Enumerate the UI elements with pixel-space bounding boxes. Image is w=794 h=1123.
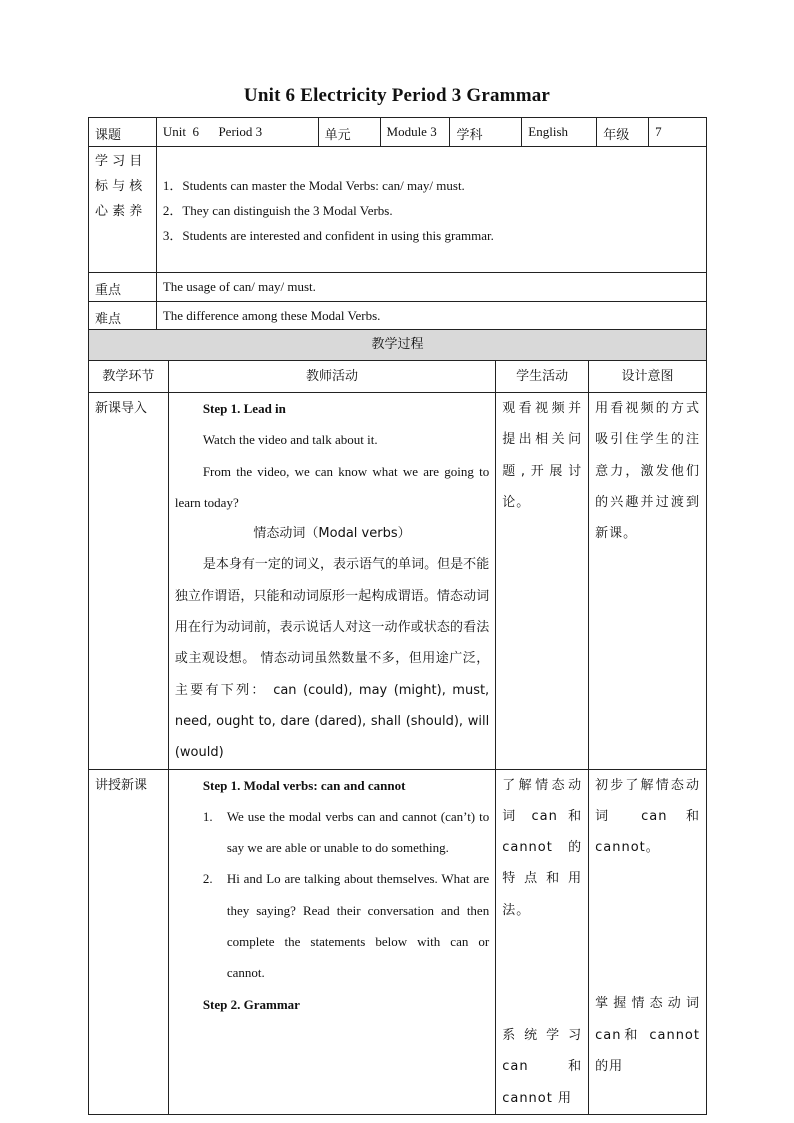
grade-value: 7 bbox=[649, 118, 707, 147]
process-band: 教学过程 bbox=[89, 330, 707, 361]
document-title: Unit 6 Electricity Period 3 Grammar bbox=[243, 85, 551, 106]
step-heading: Step 2. Grammar bbox=[202, 996, 300, 1012]
paragraph: From the video, we can know what we are going to learn today? bbox=[174, 463, 490, 510]
unit-value: Module 3 bbox=[380, 118, 450, 147]
stage-lead-in: 新课导入 bbox=[89, 393, 169, 770]
header-teacher: 教师活动 bbox=[168, 361, 495, 393]
intent-1: 初步了解情态动词 can 和 cannot。 bbox=[595, 777, 700, 856]
key-point-value: The usage of can/ may/ must. bbox=[156, 273, 706, 302]
teacher-new-lesson bbox=[168, 769, 495, 1114]
list-item bbox=[175, 863, 489, 988]
paragraph: Watch the video and talk about it. bbox=[202, 432, 378, 448]
goal-item: 1．Students can master the Modal Verbs: can/ may/ must. bbox=[162, 178, 465, 193]
paragraph: 是本身有一定的词义，表示语气的单词。但是不能独立作谓语，只能和动词原形一起构成谓语。情态动词用在行为动词前，表示说话人对这一动作或状态的看法或主观设想。 情态动词虽然数量不多，但用途广泛，主要有下列： can (could), may (might), must, need, ought to, dare (dared), shall (should), will (would) bbox=[174, 557, 490, 761]
topic-value: Unit 6 Period 3 bbox=[156, 118, 318, 147]
goals-list bbox=[156, 147, 706, 273]
lead-in-row bbox=[89, 393, 707, 770]
info-row bbox=[89, 118, 707, 147]
grade-label: 年级 bbox=[597, 118, 649, 147]
list-text: Hi and Lo are talking about themselves. What are they saying? Read their conversation and then complete the statements below with can or cannot. bbox=[226, 871, 490, 981]
section-subtitle: 情态动词（Modal verbs） bbox=[253, 526, 411, 542]
difficulty-label: 难点 bbox=[89, 302, 157, 331]
teaching-process-table bbox=[88, 329, 707, 1115]
step-heading: Step 1. Modal verbs: can and cannot bbox=[202, 777, 406, 793]
new-lesson-row bbox=[89, 769, 707, 1114]
goal-item: 2．They can distinguish the 3 Modal Verbs. bbox=[162, 203, 393, 218]
header-student: 学生活动 bbox=[496, 361, 589, 393]
unit-label: 单元 bbox=[318, 118, 380, 147]
goal-item: 3．Students are interested and confident in using this grammar. bbox=[162, 228, 494, 243]
teacher-lead-in bbox=[168, 393, 495, 770]
stage-new-lesson: 讲授新课 bbox=[89, 769, 169, 1114]
student-activity-1: 了解情态动词 can 和 cannot 的特点和用法。 bbox=[502, 777, 583, 918]
header-row bbox=[89, 361, 707, 393]
student-new-lesson bbox=[496, 769, 589, 1114]
student-activity-2: 系统学习 can 和 cannot 用 bbox=[502, 1028, 583, 1106]
difficulty-value: The difference among these Modal Verbs. bbox=[156, 302, 706, 331]
goals-label: 学 习 目 标 与 核 心 素 养 bbox=[89, 147, 157, 273]
goals-row bbox=[89, 147, 707, 273]
header-intent: 设计意图 bbox=[589, 361, 707, 393]
subject-value: English bbox=[522, 118, 597, 147]
difficulty-row bbox=[89, 302, 707, 331]
list-number: 1. bbox=[202, 808, 213, 824]
key-point-row bbox=[89, 273, 707, 302]
topic-label: 课题 bbox=[89, 118, 157, 147]
subject-label: 学科 bbox=[450, 118, 522, 147]
list-item bbox=[175, 801, 489, 864]
header-stage: 教学环节 bbox=[89, 361, 169, 393]
intent-new-lesson bbox=[589, 769, 707, 1114]
intent-2: 掌握情态动词 can和 cannot的用 bbox=[595, 996, 700, 1075]
lesson-info-table bbox=[88, 117, 707, 331]
process-band-row bbox=[89, 330, 707, 361]
list-number: 2. bbox=[202, 871, 213, 887]
intent-lead-in: 用看视频的方式吸引住学生的注意力，激发他们的兴趣并过渡到新课。 bbox=[589, 393, 707, 770]
list-text: We use the modal verbs can and cannot (can’t) to say we are able or unable to do something. bbox=[226, 808, 490, 856]
student-lead-in: 观看视频并提出相关问题,开展讨论。 bbox=[496, 393, 589, 770]
key-point-label: 重点 bbox=[89, 273, 157, 302]
step-heading: Step 1. Lead in bbox=[202, 401, 286, 416]
